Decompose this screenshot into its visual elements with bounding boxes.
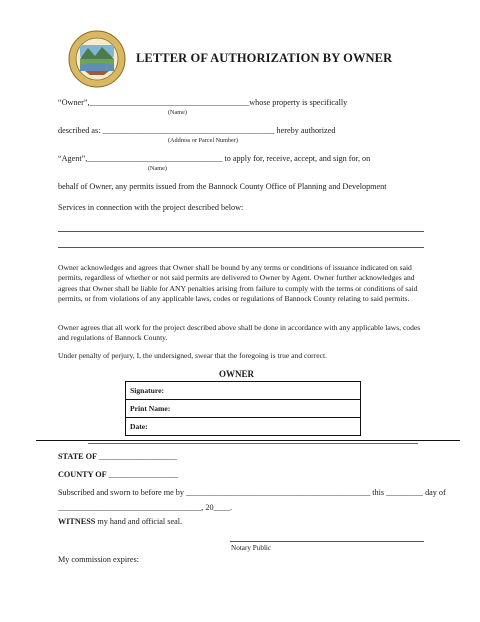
owner-name-blank[interactable]: _______________________________________ <box>89 98 250 107</box>
agent-label: “Agent”, <box>58 154 88 163</box>
state-label: STATE OF <box>58 452 98 461</box>
compliance-paragraph: Owner agrees that all work for the project described above shall be done in accordance with any applicable laws, codes and regulations of Bannock County. <box>58 323 421 343</box>
acknowledgement-paragraph: Owner acknowledges and agrees that Owner shall be bound by any terms or conditions of issuance indicated on said permits, regardless of whether or not said permits are delivered to Owner by Agent. Owner further acknowledges and agrees that Owner shall be liable for ANY penalties arising from failure to comply with the terms or conditions of said permits, or from violations of any applicable laws, codes or regulations of Bannock County relating to said permits. <box>58 263 418 304</box>
subscribed-line <box>58 488 446 497</box>
project-description-line-2[interactable] <box>58 247 424 248</box>
signature-row <box>126 382 361 400</box>
owner-label: “Owner”, <box>58 98 90 107</box>
perjury-statement: Under penalty of perjury, I, the undersigned, swear that the foregoing is true and correct. <box>58 351 327 360</box>
owner-line <box>58 98 347 107</box>
agent-line <box>58 154 370 163</box>
witness-line <box>58 517 182 526</box>
signature-label: Signature: <box>130 386 165 395</box>
agent-name-blank[interactable]: _________________________________ <box>87 154 223 163</box>
county-seal-logo <box>68 30 126 88</box>
sworn-by-blank[interactable]: _____________________________________________ <box>186 488 371 497</box>
section-divider <box>36 440 460 441</box>
notary-public-label: Notary Public <box>231 544 272 552</box>
owner-heading: OWNER <box>219 369 255 379</box>
year-text: , 20____. <box>201 503 232 512</box>
date-field[interactable] <box>126 418 361 436</box>
print-name-row <box>126 400 361 418</box>
state-blank[interactable]: ___________________ <box>97 452 177 461</box>
address-caption: (Address or Parcel Number) <box>168 137 238 144</box>
date-row <box>126 418 361 436</box>
day-blank[interactable]: _________ <box>386 488 424 497</box>
project-description-line-1[interactable] <box>58 231 424 232</box>
county-blank[interactable]: _________________ <box>106 470 179 479</box>
behalf-line: behalf of Owner, any permits issued from the Bannock County Office of Planning and Development <box>58 182 387 191</box>
notary-signature-line[interactable] <box>230 541 424 542</box>
agent-line-suffix: to apply for, receive, accept, and sign for, on <box>222 154 371 163</box>
date-label: Date: <box>130 422 148 431</box>
agent-name-caption: (Name) <box>148 165 167 172</box>
signature-field[interactable] <box>126 382 361 400</box>
section-divider-thin <box>88 443 418 444</box>
owner-signature-table <box>125 381 361 436</box>
day-of-text: day of <box>423 488 446 497</box>
document-title: LETTER OF AUTHORIZATION BY OWNER <box>136 51 393 65</box>
subscribed-text: Subscribed and sworn to before me by <box>58 488 187 497</box>
described-line-suffix: hereby authorized <box>274 126 336 135</box>
county-line <box>58 470 178 479</box>
witness-text: my hand and official seal. <box>95 517 183 526</box>
address-blank[interactable]: __________________________________________ <box>102 126 275 135</box>
described-line <box>58 126 335 135</box>
month-year-line <box>58 503 232 512</box>
state-line <box>58 452 177 461</box>
print-name-label: Print Name: <box>130 404 171 413</box>
services-line: Services in connection with the project described below: <box>58 203 244 212</box>
owner-name-caption: (Name) <box>168 109 187 116</box>
owner-line-suffix: whose property is specifically <box>249 98 348 107</box>
this-text: this <box>370 488 387 497</box>
witness-label: WITNESS <box>58 517 96 526</box>
commission-expires: My commission expires: <box>58 555 139 564</box>
print-name-field[interactable] <box>126 400 361 418</box>
month-blank[interactable]: ___________________________________ <box>58 503 202 512</box>
described-label: described as: <box>58 126 103 135</box>
county-label: COUNTY OF <box>58 470 107 479</box>
